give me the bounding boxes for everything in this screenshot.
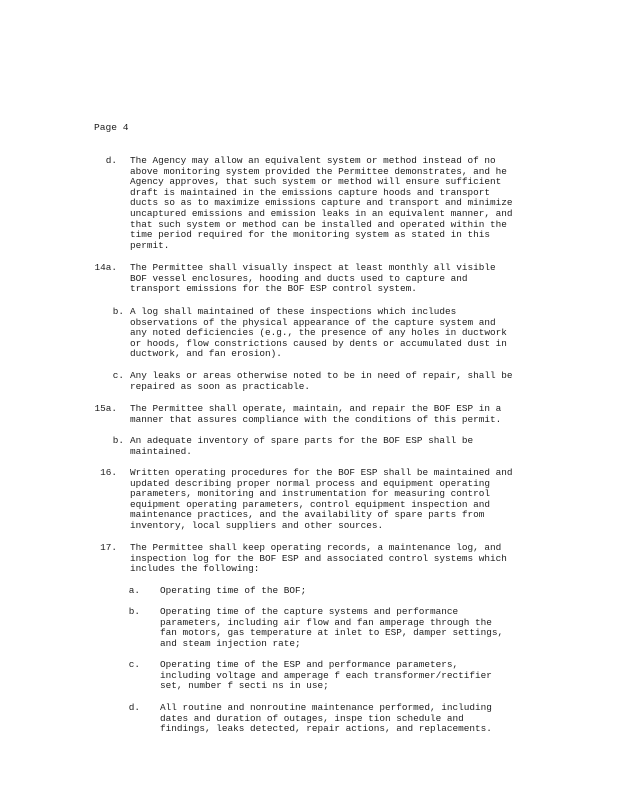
page-number: Page 4 [94, 122, 129, 133]
paragraph-text: All routine and nonroutine maintenance performed, including dates and duration of outages, inspe tion schedule and findings, leaks detected, repair actions, and replacements. [160, 702, 492, 735]
paragraph-number: c. [128, 659, 140, 670]
paragraph-number: 14a. [94, 262, 117, 273]
paragraph-number: d. [128, 702, 140, 713]
paragraph-number: b. [112, 306, 124, 317]
paragraph-text: Written operating procedures for the BOF ESP shall be maintained and updated describing proper normal process and equipment operating parameters, monitoring and instrumentation for measuring control equipment operating parameters, control equipment inspection and maintenance practices, and the availability of spare parts from inventory, local suppliers and other sources. [130, 467, 513, 531]
paragraph-text: A log shall maintained of these inspections which includes observations of the physical appearance of the capture system and any noted deficiencies (e.g., the presence of any holes in ductwork or hoods, flow constrictions caused by dents or accumulated dust in ductwork, and fan erosion). [130, 306, 507, 360]
paragraph-text: The Permittee shall visually inspect at least monthly all visible BOF vessel enclosures, hooding and ducts used to capture and transport emissions for the BOF ESP control system. [130, 262, 496, 295]
paragraph-number: d. [105, 155, 117, 166]
paragraph-text: The Permittee shall keep operating records, a maintenance log, and inspection log for the BOF ESP and associated control systems which includes the following: [130, 542, 507, 575]
paragraph-text: Operating time of the ESP and performance parameters, including voltage and amperage f each transformer/rectifier set, number f secti ns in use; [160, 659, 492, 692]
paragraph-text: The Agency may allow an equivalent system or method instead of no above monitoring system provided the Permittee demonstrates, and he Agency approves, that such system or method will ensure sufficient draft is maintained in the emissions capture hoods and transport ducts so as to maximize emissions capture and transport and minimize uncaptured emissions and emission leaks in an equivalent manner, and that such system or method can be installed and operated within the time period required for the monitoring system as stated in this permit. [130, 155, 513, 251]
paragraph-number: c. [112, 370, 124, 381]
paragraph-number: 16. [100, 467, 117, 478]
paragraph-number: 15a. [94, 403, 117, 414]
paragraph-number: a. [128, 585, 140, 596]
paragraph-text: Operating time of the capture systems and performance parameters, including air flow and fan amperage through the fan motors, gas temperature at inlet to ESP, damper settings, and steam injection rate; [160, 606, 504, 649]
paragraph-number: b. [112, 435, 124, 446]
paragraph-text: Operating time of the BOF; [160, 585, 307, 596]
paragraph-number: 17. [100, 542, 117, 553]
paragraph-number: b. [128, 606, 140, 617]
paragraph-text: The Permittee shall operate, maintain, and repair the BOF ESP in a manner that assures compliance with the conditions of this permit. [130, 403, 502, 425]
paragraph-text: Any leaks or areas otherwise noted to be in need of repair, shall be repaired as soon as practicable. [130, 370, 513, 392]
paragraph-text: An adequate inventory of spare parts for the BOF ESP shall be maintained. [130, 435, 474, 457]
